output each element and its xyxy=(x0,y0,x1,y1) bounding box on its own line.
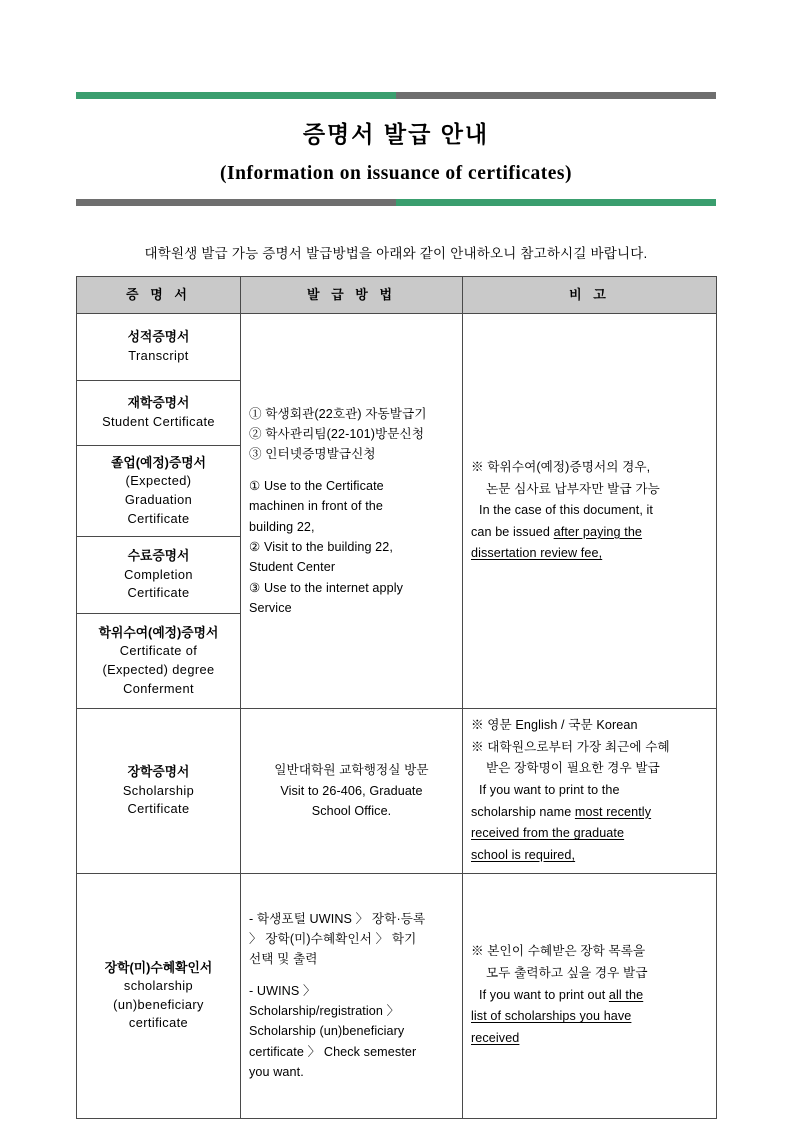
method-line: ① Use to the Certificate xyxy=(249,478,384,493)
note-line: 모두 출력하고 싶을 경우 발급 xyxy=(486,966,648,981)
cert-name-scholarship-certificate xyxy=(77,709,241,874)
cert-name-scholarship-unbeneficiary xyxy=(77,873,241,1118)
note-text: If you want to print out xyxy=(479,987,609,1002)
table-header-row xyxy=(77,277,717,314)
table-row xyxy=(77,873,717,1118)
cert-name-student-certificate xyxy=(77,381,241,446)
page-title-korean: 증명서 발급 안내 xyxy=(302,121,490,147)
method-line: you want. xyxy=(249,1065,304,1080)
note-text: scholarship name xyxy=(471,804,575,819)
cert-name-completion-certificate xyxy=(77,537,241,614)
cert-name-en: (un)beneficiary xyxy=(113,996,204,1012)
column-header-method: 발 급 방 법 xyxy=(241,277,463,314)
note-line xyxy=(471,1028,708,1050)
method-line: 〉 장학(미)수혜확인서 〉 학기 xyxy=(249,931,417,946)
header-bottom-rule xyxy=(76,199,716,206)
method-line: - 학생포털 UWINS 〉 장학·등록 xyxy=(249,911,426,926)
column-header-certificate: 증 명 서 xyxy=(77,277,241,314)
cert-name-ko: 학위수여(예정)증명서 xyxy=(98,624,219,640)
method-line: 선택 및 출력 xyxy=(249,952,318,967)
rule-segment-gray xyxy=(76,199,396,206)
document-header xyxy=(76,0,717,206)
note-text-underlined: received from the graduate xyxy=(471,826,625,841)
note-line: ※ 본인이 수혜받은 장학 목록을 xyxy=(471,944,646,959)
note-line: In the case of this document, it xyxy=(479,503,654,518)
note-line: If you want to print to the xyxy=(479,782,620,797)
certificate-table xyxy=(76,276,717,1119)
rule-segment-green xyxy=(76,92,396,99)
cert-name-en: Completion xyxy=(124,566,193,582)
note-text-underlined: list of scholarships you have xyxy=(471,1009,632,1024)
note-text-underlined: all the xyxy=(608,987,644,1002)
spacer xyxy=(249,465,454,476)
note-text-underlined: most recently xyxy=(574,804,652,819)
method-line: ② Visit to the building 22, xyxy=(249,539,393,554)
method-cell-scholarship xyxy=(241,709,463,874)
method-line: Service xyxy=(249,601,292,616)
method-line: 일반대학원 교학행정실 방문 xyxy=(274,763,429,778)
method-cell-unbeneficiary xyxy=(241,873,463,1118)
method-line: certificate 〉 Check semester xyxy=(249,1044,417,1059)
method-line: School Office. xyxy=(311,803,392,818)
rule-segment-green xyxy=(396,199,716,206)
method-line: ③ 인터넷증명발급신청 xyxy=(249,447,376,462)
note-text-underlined: after paying the xyxy=(553,524,643,539)
cert-name-en: Student Certificate xyxy=(102,414,215,429)
method-line: Scholarship/registration 〉 xyxy=(249,1004,400,1019)
cert-name-ko: 성적증명서 xyxy=(127,329,190,345)
note-cell-group1 xyxy=(463,314,717,709)
cert-name-en: Certificate xyxy=(127,801,190,817)
note-line: 받은 장학명이 필요한 경우 발급 xyxy=(486,761,660,776)
table-row xyxy=(77,709,717,874)
method-line: ③ Use to the internet apply xyxy=(249,580,404,595)
note-line: ※ 학위수여(예정)증명서의 경우, xyxy=(471,459,651,474)
cert-name-ko: 장학(미)수혜확인서 xyxy=(104,959,213,975)
cert-name-en: Certificate of xyxy=(119,643,198,659)
method-cell-group1 xyxy=(241,314,463,709)
note-line xyxy=(471,823,708,845)
note-text-underlined: received xyxy=(471,1031,520,1046)
method-line: ② 학사관리팀(22-101)방문신청 xyxy=(249,426,425,441)
note-line xyxy=(471,845,708,867)
cert-name-en: Certificate xyxy=(127,510,190,526)
cert-name-en: Transcript xyxy=(128,348,189,363)
header-top-rule xyxy=(76,92,716,99)
cert-name-graduation-certificate xyxy=(77,446,241,537)
cert-name-ko: 재학증명서 xyxy=(127,395,190,411)
cert-name-en: Scholarship xyxy=(122,782,195,798)
rule-segment-gray xyxy=(396,92,716,99)
cert-name-ko: 졸업(예정)증명서 xyxy=(110,454,207,470)
method-line: ① 학생회관(22호관) 자동발급기 xyxy=(249,406,427,421)
cert-name-ko: 장학증명서 xyxy=(127,763,190,779)
method-line: Visit to 26-406, Graduate xyxy=(280,783,423,798)
cert-name-transcript xyxy=(77,314,241,381)
method-line: machinen in front of the xyxy=(249,499,384,514)
cert-name-en: Graduation xyxy=(124,492,193,507)
note-text-underlined: school is required, xyxy=(471,847,576,862)
method-line: - UWINS 〉 xyxy=(249,983,316,998)
cert-name-en: (Expected) degree xyxy=(102,662,215,677)
method-line: Scholarship (un)beneficiary xyxy=(249,1024,405,1039)
note-line xyxy=(471,522,708,544)
cert-name-en: certificate xyxy=(128,1015,189,1031)
cert-name-ko: 수료증명서 xyxy=(127,548,190,564)
cert-name-degree-conferment xyxy=(77,614,241,709)
note-cell-unbeneficiary xyxy=(463,873,717,1118)
method-line: Student Center xyxy=(249,560,336,575)
cert-name-en: Conferment xyxy=(123,680,194,696)
cert-name-en: Certificate xyxy=(127,585,190,601)
spacer xyxy=(249,970,454,981)
note-line xyxy=(471,802,708,824)
note-line: 논문 심사료 납부자만 발급 가능 xyxy=(486,481,660,496)
cert-name-en: scholarship xyxy=(123,978,194,994)
column-header-note: 비 고 xyxy=(463,277,717,314)
note-cell-scholarship xyxy=(463,709,717,874)
note-line: ※ 영문 English / 국문 Korean xyxy=(471,718,638,732)
note-text: can be issued xyxy=(471,524,554,539)
note-line xyxy=(471,985,708,1007)
note-line xyxy=(471,1006,708,1028)
table-row xyxy=(77,314,717,381)
page-title-english: (Information on issuance of certificates) xyxy=(220,163,572,184)
method-line: building 22, xyxy=(249,519,315,534)
cert-name-en: (Expected) xyxy=(125,473,192,489)
note-line: ※ 대학원으로부터 가장 최근에 수혜 xyxy=(471,739,670,754)
note-line xyxy=(471,543,708,565)
intro-paragraph: 대학원생 발급 가능 증명서 발급방법을 아래와 같이 안내하오니 참고하시길 바랍니다. xyxy=(144,246,648,261)
note-text-underlined: dissertation review fee, xyxy=(471,546,603,561)
